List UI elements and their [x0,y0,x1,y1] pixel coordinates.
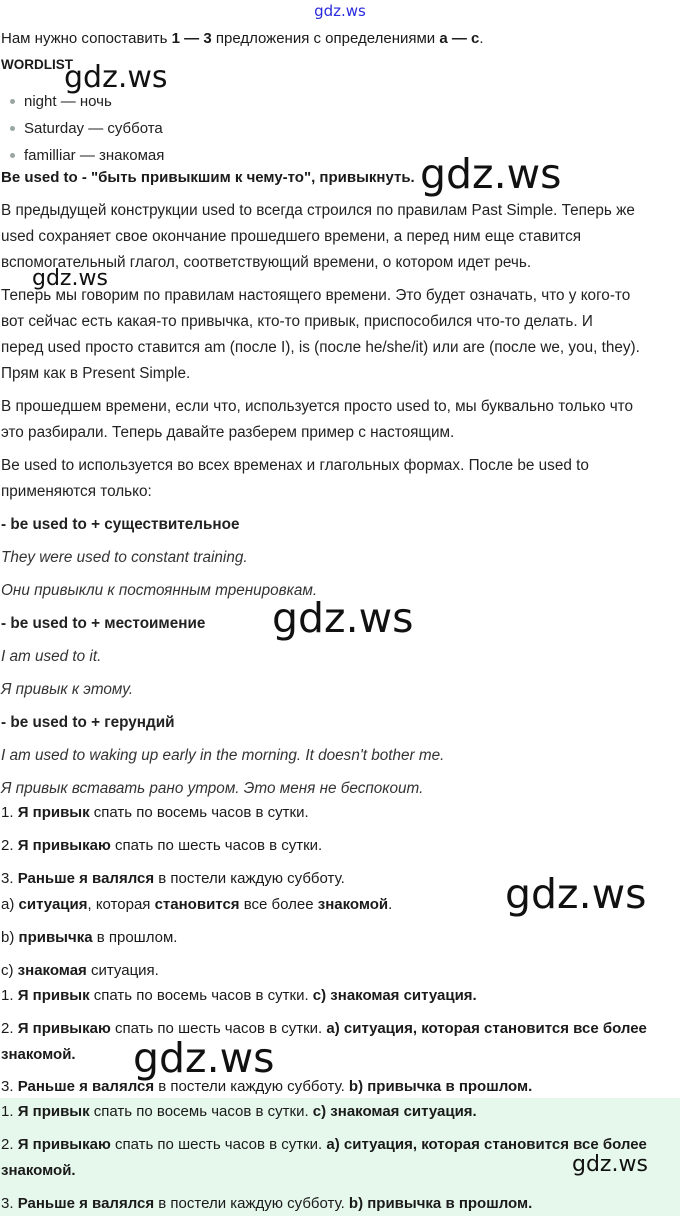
paragraph-line: used сохраняет свое окончание прошедшего времени, а перед ним еще ставится [1,228,582,245]
paragraph-line: Прям как в Present Simple. [1,365,191,382]
wordlist-title: WORDLIST [1,57,73,72]
definition-a: a) ситуация, которая становится все более знакомой. [1,896,393,913]
watermark: gdz.ws [272,594,414,642]
match-3: 3. Раньше я валялся в постели каждую субботу. b) привычка в прошлом. [1,1078,533,1095]
answer-1: 1. Я привык спать по восемь часов в сутки. c) знакомая ситуация. [1,1103,477,1120]
watermark: gdz.ws [133,1034,275,1082]
wordlist-item: night — ночь [10,92,112,112]
bullet-icon [10,99,15,104]
sentence-3: 3. Раньше я валялся в постели каждую субботу. [1,870,345,887]
task-intro [1,29,484,49]
paragraph-line: Be used to используется во всех временах и глагольных формах. После be used to [1,457,589,474]
answer-2: 2. Я привыкаю спать по шесть часов в сутки. a) ситуация, которая становится все более [1,1136,647,1153]
answer-3: 3. Раньше я валялся в постели каждую субботу. b) привычка в прошлом. [1,1195,533,1212]
bullet-icon [10,126,15,131]
theory-heading: Be used to - "быть привыкшим к чему-то", привыкнуть. [1,169,415,186]
sentence-2: 2. Я привыкаю спать по шесть часов в сутки. [1,837,323,854]
intro-range-2: a — c [439,30,480,47]
wordlist-item: familliar — знакомая [10,146,164,166]
paragraph-line: В прошедшем времени, если что, используется просто used to, мы буквально только что [1,398,634,415]
answer-2-cont: знакомой. [1,1162,76,1179]
rule-gerund: - be used to + герундий [1,714,175,731]
watermark: gdz.ws [420,150,562,198]
paragraph-line: В предыдущей конструкции used to всегда строился по правилам Past Simple. Теперь же [1,202,635,219]
example-en: They were used to constant training. [1,549,248,566]
paragraph-line: применяются только: [1,483,152,500]
example-ru: Они привыкли к постоянным тренировкам. [1,582,318,599]
watermark-top: gdz.ws [314,2,366,20]
rule-noun: - be used to + существительное [1,516,240,533]
wordlist-item: Saturday — суббота [10,119,163,139]
bullet-icon [10,153,15,158]
sentence-1: 1. Я привык спать по восемь часов в сутки. [1,804,309,821]
definition-c: c) знакомая ситуация. [1,962,159,979]
intro-text-3: . [479,30,484,47]
example-ru: Я привык к этому. [1,681,134,698]
intro-text-1: Нам нужно сопоставить [1,30,172,47]
paragraph-line: Теперь мы говорим по правилам настоящего времени. Это будет означать, что у кого-то [1,287,631,304]
watermark: gdz.ws [572,1152,648,1177]
example-en: I am used to waking up early in the morning. It doesn't bother me. [1,747,445,764]
rule-pronoun: - be used to + местоимение [1,615,206,632]
paragraph-line: вот сейчас есть какая-то привычка, кто-то привык, приспособился что-то делать. И [1,313,593,330]
paragraph-line: вспомогательный глагол, соответствующий времени, о котором идет речь. [1,254,532,271]
watermark: gdz.ws [505,870,647,918]
example-ru: Я привык вставать рано утром. Это меня не беспокоит. [1,780,424,797]
intro-range-1: 1 — 3 [171,30,212,47]
match-2-cont: знакомой. [1,1046,76,1063]
match-1: 1. Я привык спать по восемь часов в сутки. c) знакомая ситуация. [1,987,477,1004]
intro-text-2: предложения с определениями [211,30,440,47]
example-en: I am used to it. [1,648,102,665]
watermark: gdz.ws [64,60,168,95]
match-2: 2. Я привыкаю спать по шесть часов в сутки. a) ситуация, которая становится все более [1,1020,647,1037]
definition-b: b) привычка в прошлом. [1,929,178,946]
watermark: gdz.ws [32,266,108,291]
paragraph-line: это разбирали. Теперь давайте разберем пример с настоящим. [1,424,455,441]
paragraph-line: перед used просто ставится am (после I), is (после he/she/it) или are (после we, you, they). [1,339,640,356]
